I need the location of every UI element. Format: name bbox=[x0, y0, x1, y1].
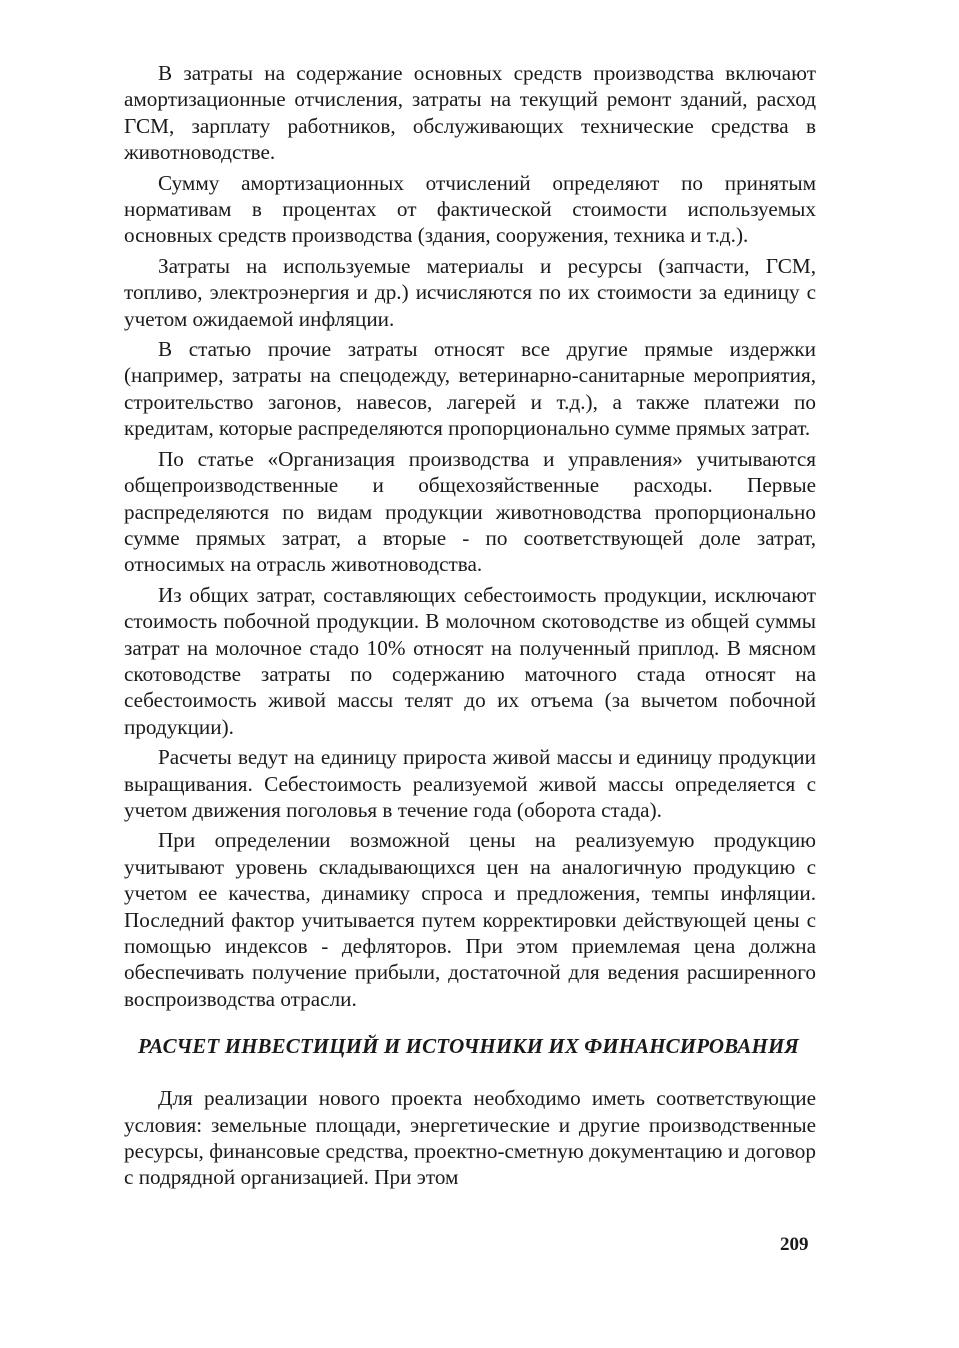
paragraph-5: По статье «Организация производства и управления» учитываются общепроизводственные и общехозяйственные расходы. Первые распределяются по видам продукции животноводства пропорционально сумме прямых затрат, а вторые - по соответствующей доле затрат, относимых на отрасль животноводства. bbox=[124, 446, 816, 577]
section-heading: РАСЧЕТ ИНВЕСТИЦИЙ И ИСТОЧНИКИ ИХ ФИНАНСИРОВАНИЯ bbox=[138, 1034, 799, 1059]
paragraph-7: Расчеты ведут на единицу прироста живой массы и единицу продукции выращивания. Себестоимость реализуемой живой массы определяется с учетом движения поголовья в течение года (оборота стада). bbox=[124, 745, 816, 822]
page-body bbox=[124, 60, 816, 1191]
paragraph-4: В статью прочие затраты относят все другие прямые издержки (например, затраты на спецодежду, ветеринарно-санитарные мероприятия, строительство загонов, навесов, лагерей и т.д.), а также платежи по кредитам, которые распределяются пропорционально сумме прямых затрат. bbox=[124, 337, 816, 441]
paragraph-8: При определении возможной цены на реализуемую продукцию учитывают уровень складывающихся цен на аналогичную продукцию с учетом ее качества, динамику спроса и предложения, темпы инфляции. Последний фактор учитывается путем корректировки действующей цены с помощью индексов - дефляторов. При этом приемлемая цена должна обеспечивать получение прибыли, достаточной для ведения расширенного воспроизводства отрасли. bbox=[124, 828, 816, 1011]
paragraph-6: Из общих затрат, составляющих себестоимость продукции, исключают стоимость побочной продукции. В молочном скотоводстве из общей суммы затрат на молочное стадо 10% относят на полученный приплод. В мясном скотоводстве затраты по содержанию маточного стада относят на себестоимость живой массы телят до их отъема (за вычетом побочной продукции). bbox=[124, 582, 816, 739]
paragraph-2: Сумму амортизационных отчислений определяют по принятым нормативам в процентах от фактической стоимости используемых основных средств производства (здания, сооружения, техника и т.д.). bbox=[124, 170, 816, 248]
section-paragraph: Для реализации нового проекта необходимо иметь соответствующие условия: земельные площади, энергетические и другие производственные ресурсы, финансовые средства, проектно-сметную документацию и договор с подрядной организацией. При этом bbox=[124, 1086, 816, 1190]
paragraph-1: В затраты на содержание основных средств производства включают амортизационные отчисления, затраты на текущий ремонт зданий, расход ГСМ, зарплату работников, обслуживающих технические средства в животноводстве. bbox=[124, 61, 816, 165]
page-number: 209 bbox=[780, 1234, 809, 1255]
paragraph-3: Затраты на используемые материалы и ресурсы (запчасти, ГСМ, топливо, электроэнергия и др.) исчисляются по их стоимости за единицу с учетом ожидаемой инфляции. bbox=[124, 253, 816, 331]
